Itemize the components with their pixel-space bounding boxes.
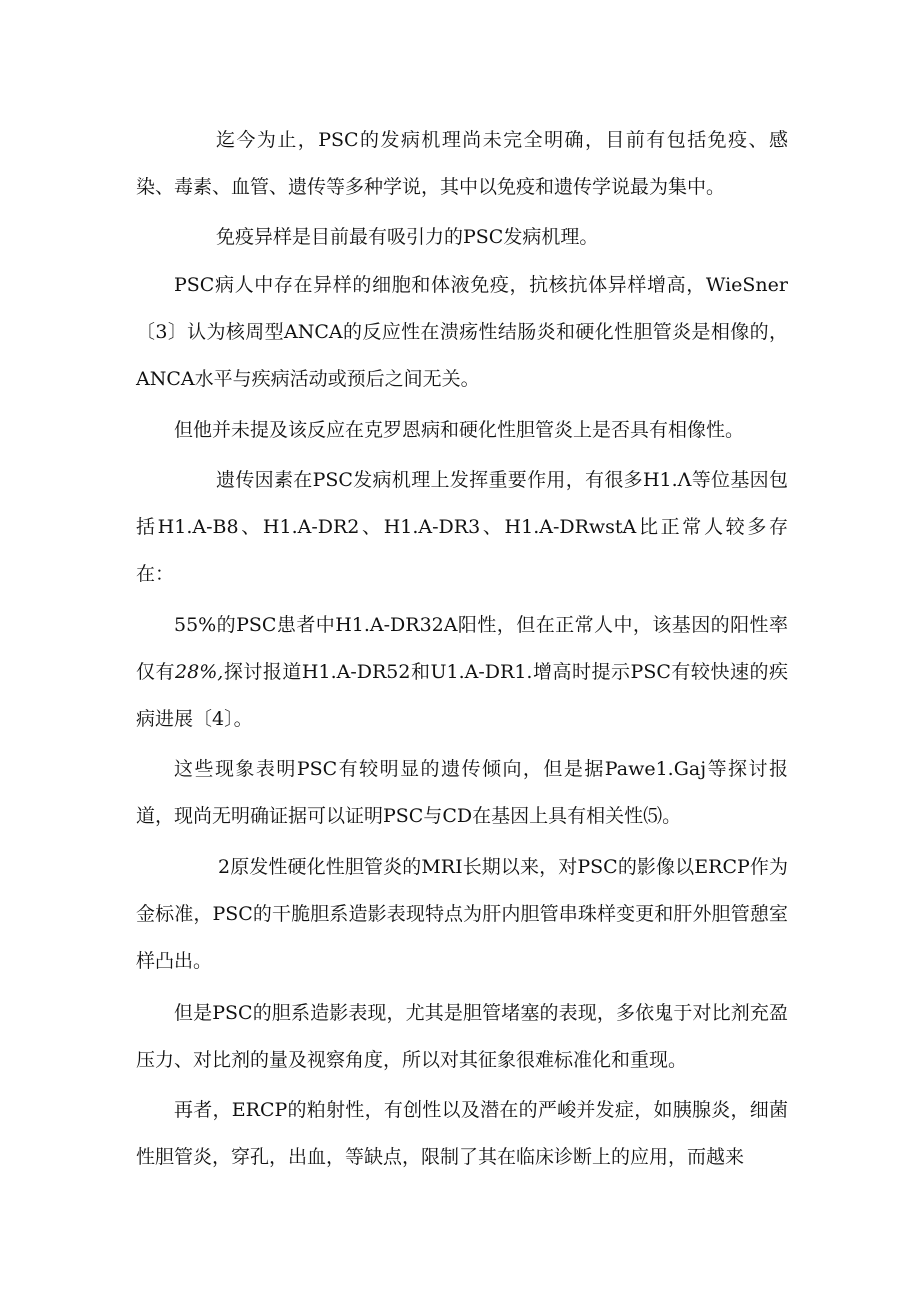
paragraph-9: 但是PSC的胆系造影表现，尤其是胆管堵塞的表现，多依鬼于对比剂充盈压力、对比剂的量及视察角度，所以对其征象很难标准化和重现。 bbox=[136, 1002, 788, 1071]
paragraph-6 bbox=[136, 602, 788, 743]
paragraph-3: PSC病人中存在异样的细胞和体液免疫，抗核抗体异样增高，WieSner〔3〕认为核周型ANCA的反应性在溃疡性结肠炎和硬化性胆管炎是相像的，ANCA水平与疾病活动或预后之间无关。 bbox=[136, 274, 788, 390]
paragraph-5: 遗传因素在PSC发病机理上发挥重要作用，有很多H1.Λ等位基因包括H1.A-B8、H1.A-DR2、H1.A-DR3、H1.A-DRwstA比正常人较多存在： bbox=[136, 469, 788, 585]
paragraph-8: 2原发性硬化性胆管炎的MRI长期以来，对PSC的影像以ERCP作为金标准，PSC的干脆胆系造影表现特点为肝内胆管串珠样变更和肝外胆管憩室样凸出。 bbox=[136, 856, 788, 972]
paragraph-7: 这些现象表明PSC有较明显的遗传倾向，但是据Pawe1.Gaj等探讨报道，现尚无明确证据可以证明PSC与CD在基因上具有相关性⑸。 bbox=[136, 758, 788, 827]
paragraph-4: 但他并未提及该反应在克罗恩病和硬化性胆管炎上是否具有相像性。 bbox=[174, 419, 745, 441]
paragraph-10: 再者，ERCP的粕射性，有创性以及潜在的严峻并发症，如胰腺炎，细菌性胆管炎，穿孔，出血，等缺点，限制了其在临床诊断上的应用，而越来 bbox=[136, 1099, 788, 1168]
paragraph-6-italic-percent: 28%, bbox=[175, 661, 224, 683]
paragraph-1: 迄今为止，PSC的发病机理尚未完全明确，目前有包括免疫、感染、毒素、血管、遗传等多种学说，其中以免疫和遗传学说最为集中。 bbox=[136, 129, 788, 198]
paragraph-2: 免疫异样是目前最有吸引力的PSC发病机理。 bbox=[216, 226, 599, 248]
paragraph-6-text-b: 探讨报道H1.A-DR52和U1.A-DR1.增高时提示PSC有较快速的疾病进展〔4〕。 bbox=[136, 661, 788, 730]
paragraph-6-text-a: 55%的PSC患者中H1.A-DR32A阳性，但在正常人中，该基因的阳性率仅有 bbox=[136, 614, 788, 683]
